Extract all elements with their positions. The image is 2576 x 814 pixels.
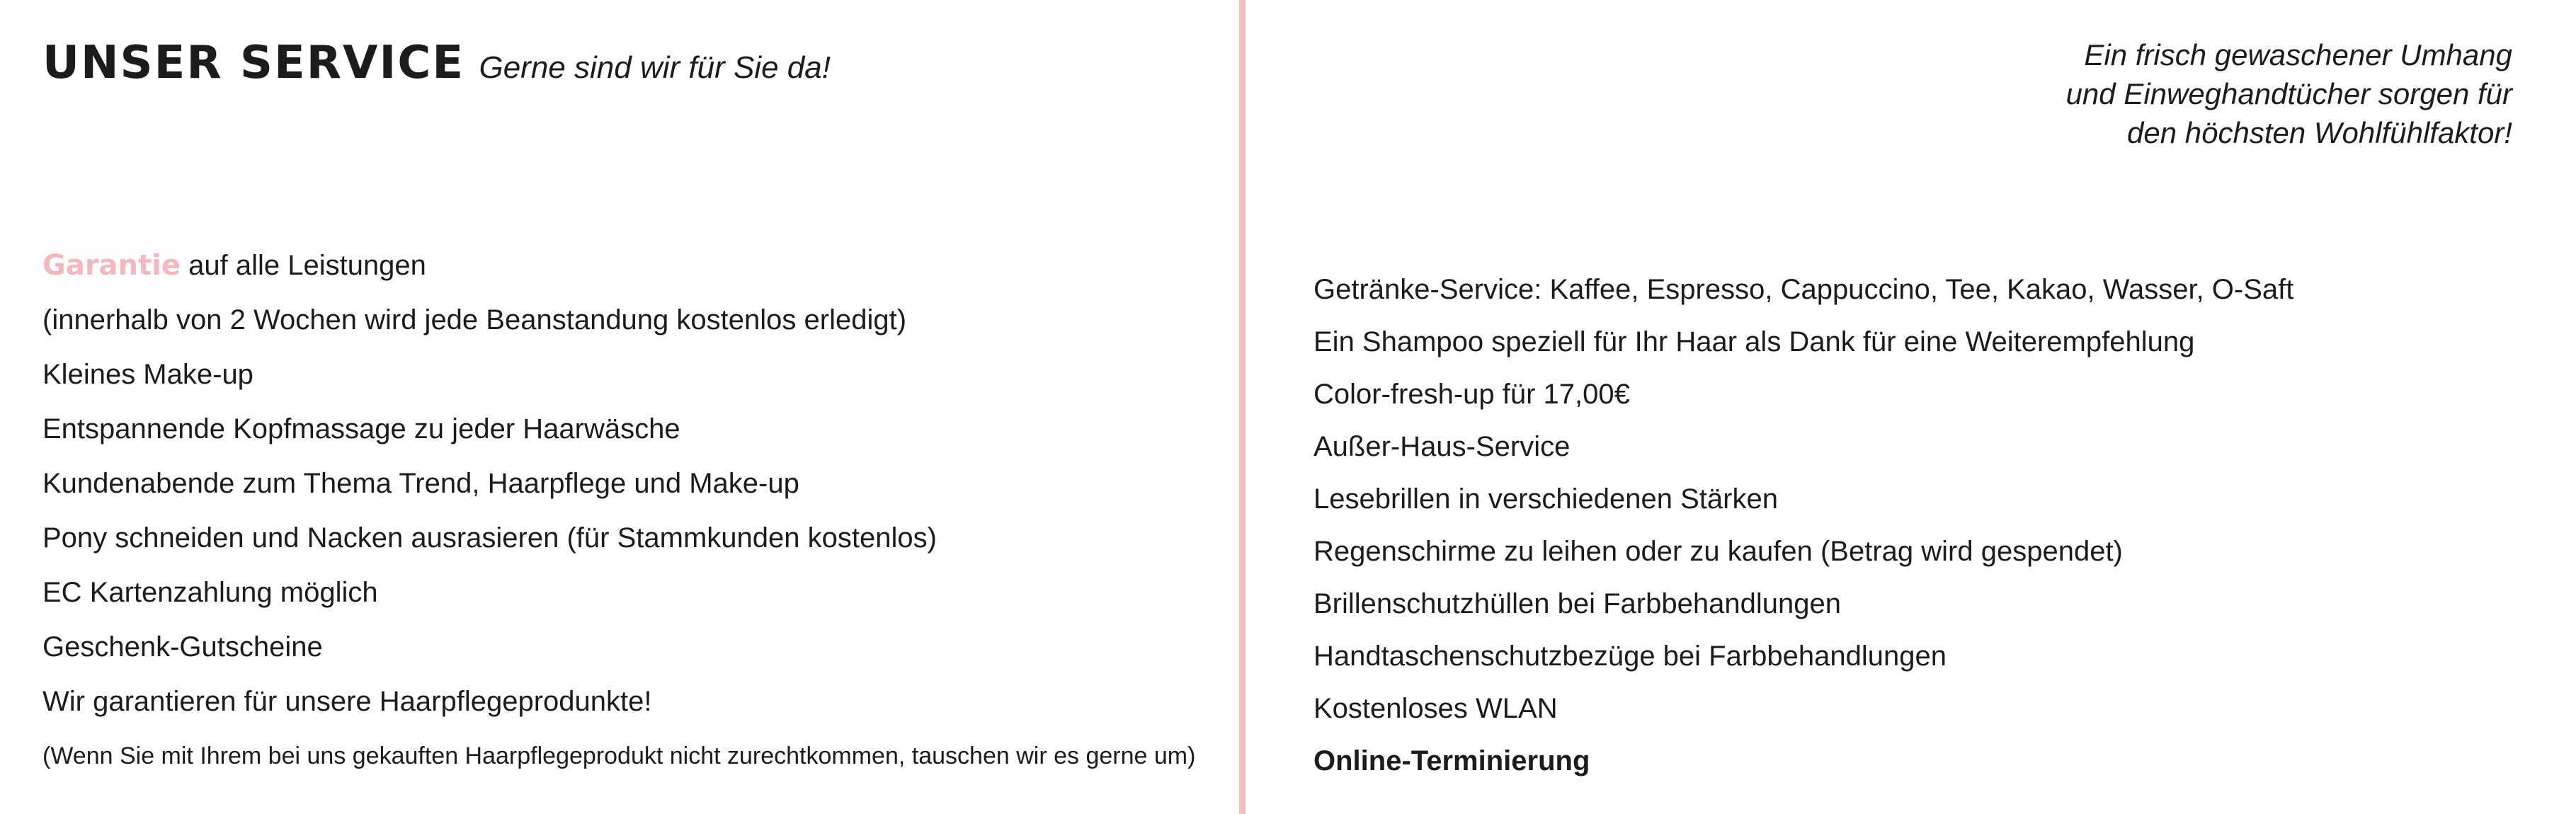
list-item: Regenschirme zu leihen oder zu kaufen (Betrag wird gespendet) xyxy=(1313,536,2123,567)
list-item: Ein Shampoo speziell für Ihr Haar als Dank für eine Weiterempfehlung xyxy=(1313,326,2195,357)
list-item: Entspannende Kopfmassage zu jeder Haarwäsche xyxy=(42,413,680,445)
list-item: Color-fresh-up für 17,00€ xyxy=(1313,379,1630,410)
guarantee-highlight: Garantie xyxy=(42,249,181,282)
page-tagline: Gerne sind wir für Sie da! xyxy=(479,50,831,85)
slogan-line: und Einweghandtücher sorgen für xyxy=(2065,77,2512,110)
page-title xyxy=(42,37,831,89)
page-heading: UNSER SERVICE xyxy=(42,37,465,89)
guarantee-text: auf alle Leistungen xyxy=(180,250,426,281)
list-item: Kostenloses WLAN xyxy=(1313,693,1558,724)
left-service-list xyxy=(42,239,1195,784)
list-item: Lesebrillen in verschiedenen Stärken xyxy=(1313,483,1778,515)
list-item: Außer-Haus-Service xyxy=(1313,431,1571,462)
list-item: Pony schneiden und Nacken ausrasieren (für Stammkunden kostenlos) xyxy=(42,522,937,554)
list-item: Getränke-Service: Kaffee, Espresso, Cappuccino, Tee, Kakao, Wasser, O-Saft xyxy=(1313,274,2294,305)
column-divider xyxy=(1239,0,1246,814)
list-item: Kleines Make-up xyxy=(42,359,253,390)
slogan xyxy=(1875,35,2512,152)
guarantee-item xyxy=(42,239,1195,293)
list-item: Handtaschenschutzbezüge bei Farbbehandlungen xyxy=(1313,641,1947,672)
right-service-list xyxy=(1313,263,2293,787)
exchange-footnote: (Wenn Sie mit Ihrem bei uns gekauften Haarpflegeprodukt nicht zurechtkommen, tauschen wir es gerne um) xyxy=(42,743,1196,769)
online-booking-link[interactable]: Online-Terminierung xyxy=(1313,745,1590,776)
list-item: Kundenabende zum Thema Trend, Haarpflege und Make-up xyxy=(42,468,799,499)
slogan-line: Ein frisch gewaschener Umhang xyxy=(2084,38,2512,71)
list-item: Geschenk-Gutscheine xyxy=(42,631,323,663)
list-item: Wir garantieren für unsere Haarpflegeprodunkte! xyxy=(42,686,652,717)
guarantee-note: (innerhalb von 2 Wochen wird jede Beanstandung kostenlos erledigt) xyxy=(42,304,907,336)
list-item: EC Kartenzahlung möglich xyxy=(42,577,378,608)
slogan-line: den höchsten Wohlfühlfaktor! xyxy=(2127,116,2512,149)
list-item: Brillenschutzhüllen bei Farbbehandlungen xyxy=(1313,588,1841,619)
